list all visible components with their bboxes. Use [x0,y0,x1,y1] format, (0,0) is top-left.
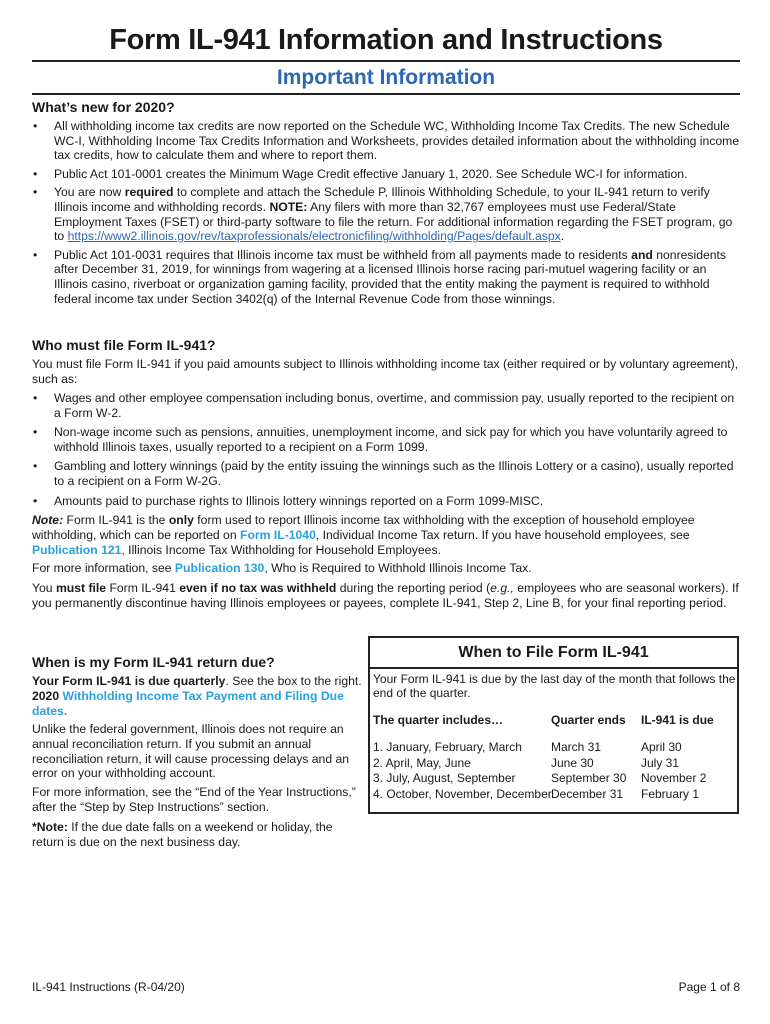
title-rule [32,60,740,62]
publication-121-link[interactable]: Publication 121 [32,542,122,557]
quarter-cell: 3. July, August, September [373,771,516,785]
who-must-file-heading: Who must file Form IL-941? [32,337,216,353]
must-file-paragraph: You must file Form IL-941 even if no tax was withheld during the reporting period (e.g., employees who are seasonal workers). If you permanently discontinue having Illinois employees or payees, complete IL-941, Step 2, Line B, for your final reporting period. [32,581,739,610]
fset-link[interactable]: https://www2.illinois.gov/rev/taxprofessionals/electronicfiling/withholding/Pages/default.aspx [67,229,561,244]
quarter-cell: 4. October, November, December [373,786,552,801]
box-description: Your Form IL-941 is due by the last day of the month that follows the end of the quarter. [373,672,736,700]
box-rule [370,667,737,669]
list-item: • Public Act 101-0001 creates the Minimum Wage Credit effective January 1, 2020. See Schedule WC-I for information. [33,166,688,181]
due-date-cell: July 31 [641,755,680,770]
publication-130-link[interactable]: Publication 130 [174,561,265,575]
footer-page-number: Page 1 of 8 [678,980,740,994]
footer-revision: IL-941 Instructions (R-04/20) [32,980,185,994]
whats-new-heading: What’s new for 2020? [32,99,175,115]
page-subtitle: Important Information [276,66,496,89]
quarter-end-cell: September 30 [551,771,627,785]
list-item: • Non-wage income such as pensions, annuities, unemployment income, and sick pay for which you have voluntarily agreed to withhold Illinois taxes, usually reported to a recipient on a Form 1099. [33,425,728,454]
due-date-cell: February 1 [641,786,700,801]
quarter-cell: 1. January, February, March [373,740,522,754]
quarter-end-cell: March 31 [551,740,602,754]
more-info-paragraph: For more information, see Publication 130, Who is Required to Withhold Illinois Income Tax. [32,561,532,575]
reconciliation-paragraph: Unlike the federal government, Illinois does not require an annual reconciliation return. If you submit an annual reconciliation return, it will cause processing delays and an error on your withholding account. [32,722,350,781]
list-item: • Amounts paid to purchase rights to Illinois lottery winnings reported on a Form 1099-MISC. [33,493,544,508]
when-due-heading: When is my Form IL-941 return due? [32,654,275,670]
who-must-file-list [32,391,740,512]
list-item: • All withholding income tax credits are now reported on the Schedule WC, Withholding Income Tax Credits. The new Schedule WC-I, Withholding Income Tax Credits Information and Worksheets, provides detailed information about the withholding income tax credits, how to calculate them and where to report them. [33,119,740,163]
note-paragraph: Note: Form IL-941 is the only form used to report Illinois income tax withholding with the exception of household employee withholding, which can be reported on Form IL-1040, Individual Income Tax return. If you have household employees, see Publication 121, Illinois Income Tax Withholding for Household Employees. [32,513,695,557]
due-date-note: *Note: If the due date falls on a weekend or holiday, the return is due on the next business day. [32,820,333,849]
form-il1040-link[interactable]: Form IL-1040 [240,527,316,542]
page-title: Form IL-941 Information and Instructions [109,24,663,56]
column-header: IL-941 is due [641,713,714,727]
due-dates-link[interactable]: Withholding Income Tax Payment and Filing Due dates. [32,688,344,718]
due-date-cell: November 2 [641,771,707,785]
quarter-cell: 2. April, May, June [373,755,471,770]
box-title: When to File Form IL-941 [458,644,649,661]
when-to-file-box [368,636,739,814]
whats-new-list [32,119,740,310]
end-of-year-paragraph: For more information, see the “End of the Year Instructions,” after the “Step by Step Instructions” section. [32,785,356,814]
list-item: • Gambling and lottery winnings (paid by the entity issuing the winnings such as the Illinois Lottery or a casino), usually reported to a recipient on a Form W-2G. [33,459,734,488]
column-header: Quarter ends [551,713,626,727]
due-quarterly-paragraph: Your Form IL-941 is due quarterly. See the box to the right. 2020 Withholding Income Tax Payment and Filing Due dates. [32,674,362,718]
list-item: • Wages and other employee compensation including bonus, overtime, and commission pay, usually reported to the recipient on a Form W-2. [33,391,735,420]
quarter-end-cell: December 31 [551,786,624,801]
quarter-end-cell: June 30 [551,755,594,770]
due-date-cell: April 30 [641,740,682,754]
column-header: The quarter includes… [373,713,504,727]
list-item: • You are now required to complete and attach the Schedule P, Illinois Withholding Schedule, to your IL-941 return to verify Illinois income and withholding records. NOTE: Any filers with more than 32,767 employees must use Federal/State Employment Taxes (FSET) or third-party software to file the return. For additional information regarding the FSET program, go to https://www2.illinois.gov/rev/taxprofessionals/electronicfiling/withholding/Pages/default.aspx. [33,185,733,244]
subtitle-rule [32,93,740,95]
list-item: • Public Act 101-0031 requires that Illinois income tax must be withheld from all payments made to residents and nonresidents after December 31, 2019, for winnings from wagering at a licensed Illinois horse racing pari-mutuel wagering facility or an Illinois casino, riverboat or organization gaming facility, provided that the entity making the payment is required to withhold federal income tax under Section 3402(q) of the Internal Revenue Code from those winnings. [33,247,727,306]
who-must-file-intro: You must file Form IL-941 if you paid amounts subject to Illinois withholding income tax (either required or by voluntary agreement), such as: [32,357,739,386]
